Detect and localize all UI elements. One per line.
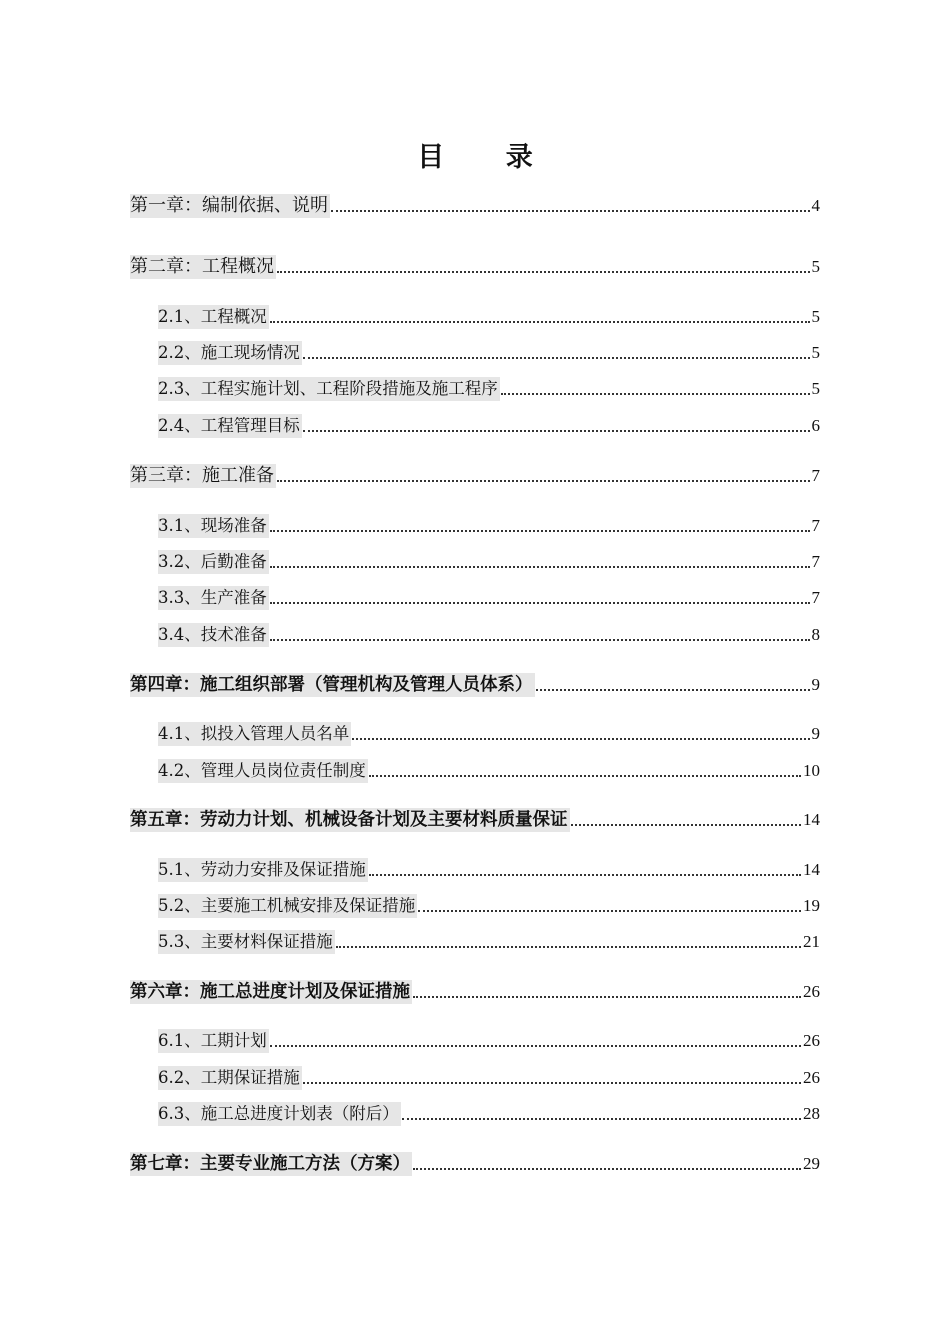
- dot-leader: [402, 1118, 801, 1120]
- toc-page-number: 8: [811, 625, 820, 644]
- page-title: 目 录: [417, 142, 559, 173]
- toc-page-number: 7: [811, 552, 820, 571]
- toc-entry-label: 第四章：施工组织部署（管理机构及管理人员体系）: [130, 675, 533, 695]
- dot-leader: [331, 210, 810, 212]
- toc-section-5-2[interactable]: [158, 894, 820, 918]
- toc-page-number: 28: [803, 1104, 820, 1123]
- toc-entry-label: 第三章：施工准备: [130, 465, 274, 486]
- dot-leader: [571, 824, 802, 826]
- toc-page-number: 21: [803, 932, 820, 951]
- toc-page-number: 6: [811, 416, 820, 435]
- toc-entry-label: 6.3、施工总进度计划表（附后）: [158, 1102, 401, 1126]
- toc-entry-label: 第二章：工程概况: [130, 256, 274, 277]
- dot-leader: [270, 1045, 801, 1047]
- dot-leader: [270, 530, 810, 532]
- toc-section-3-4[interactable]: [158, 623, 820, 647]
- dot-leader: [277, 480, 810, 482]
- dot-leader: [277, 271, 810, 273]
- toc-page-number: 9: [811, 724, 820, 743]
- dot-leader: [352, 738, 809, 740]
- toc-section-6-1[interactable]: [158, 1029, 820, 1053]
- dot-leader: [303, 357, 810, 359]
- toc-page-number: 26: [803, 1031, 820, 1050]
- dot-leader: [369, 775, 801, 777]
- toc-section-2-1[interactable]: [158, 305, 820, 329]
- toc-entry-label: 3.1、现场准备: [158, 514, 269, 538]
- toc-chapter-3[interactable]: [130, 464, 820, 488]
- toc-page-number: 19: [803, 896, 820, 915]
- toc-entry-label: 第五章：劳动力计划、机械设备计划及主要材料质量保证: [130, 810, 568, 830]
- dot-leader: [413, 996, 801, 998]
- toc-section-2-2[interactable]: [158, 341, 820, 365]
- toc-entry-label: 3.3、生产准备: [158, 586, 269, 610]
- toc-page-number: 14: [803, 860, 820, 879]
- toc-page-number: 10: [803, 761, 820, 780]
- dot-leader: [270, 639, 810, 641]
- toc-chapter-1[interactable]: [130, 194, 820, 218]
- dot-leader: [418, 910, 801, 912]
- toc-section-3-2[interactable]: [158, 550, 820, 574]
- dot-leader: [536, 689, 810, 691]
- dot-leader: [270, 602, 810, 604]
- toc-page-number: 7: [811, 588, 820, 607]
- toc-page-number: 29: [803, 1154, 820, 1173]
- toc-page-number: 5: [811, 257, 820, 276]
- toc-entry-label: 2.2、施工现场情况: [158, 341, 302, 365]
- toc-entry-label: 2.3、工程实施计划、工程阶段措施及施工程序: [158, 377, 500, 401]
- dot-leader: [270, 566, 810, 568]
- toc-section-4-2[interactable]: [158, 759, 820, 783]
- toc-entry-label: 2.4、工程管理目标: [158, 414, 302, 438]
- toc-chapter-6[interactable]: [130, 980, 820, 1004]
- dot-leader: [336, 946, 801, 948]
- toc-page-number: 7: [811, 516, 820, 535]
- toc-entry-label: 第六章：施工总进度计划及保证措施: [130, 982, 410, 1002]
- toc-entry-label: 2.1、工程概况: [158, 305, 269, 329]
- toc-entry-label: 5.1、劳动力安排及保证措施: [158, 858, 368, 882]
- dot-leader: [270, 321, 810, 323]
- dot-leader: [303, 1082, 801, 1084]
- toc-entry-label: 5.2、主要施工机械安排及保证措施: [158, 894, 417, 918]
- dot-leader: [369, 874, 801, 876]
- toc-page-number: 5: [811, 307, 820, 326]
- toc-page-number: 7: [811, 466, 820, 485]
- dot-leader: [501, 393, 810, 395]
- toc-entry-label: 6.2、工期保证措施: [158, 1066, 302, 1090]
- toc-chapter-2[interactable]: [130, 255, 820, 279]
- toc-chapter-5[interactable]: [130, 808, 820, 832]
- toc-section-2-3[interactable]: [158, 377, 820, 401]
- toc-entry-label: 6.1、工期计划: [158, 1029, 269, 1053]
- toc-entry-label: 3.2、后勤准备: [158, 550, 269, 574]
- toc-entry-label: 3.4、技术准备: [158, 623, 269, 647]
- toc-section-6-3[interactable]: [158, 1102, 820, 1126]
- toc-page-number: 4: [811, 196, 820, 215]
- dot-leader: [413, 1168, 801, 1170]
- toc-section-2-4[interactable]: [158, 414, 820, 438]
- toc-chapter-7[interactable]: [130, 1152, 820, 1176]
- toc-chapter-4[interactable]: [130, 673, 820, 697]
- toc-entry-label: 第七章：主要专业施工方法（方案）: [130, 1154, 410, 1174]
- toc-page-number: 26: [803, 1068, 820, 1087]
- toc-entry-label: 5.3、主要材料保证措施: [158, 930, 335, 954]
- toc-entry-label: 4.1、拟投入管理人员名单: [158, 722, 351, 746]
- toc-section-6-2[interactable]: [158, 1066, 820, 1090]
- toc-entry-label: 4.2、管理人员岗位责任制度: [158, 759, 368, 783]
- toc-page-number: 5: [811, 343, 820, 362]
- toc-page-number: 9: [811, 675, 820, 694]
- toc-section-3-3[interactable]: [158, 586, 820, 610]
- toc-section-3-1[interactable]: [158, 514, 820, 538]
- toc-section-4-1[interactable]: [158, 722, 820, 746]
- toc-page-number: 5: [811, 379, 820, 398]
- toc-page-number: 14: [803, 810, 820, 829]
- toc-section-5-3[interactable]: [158, 930, 820, 954]
- toc-section-5-1[interactable]: [158, 858, 820, 882]
- toc-entry-label: 第一章：编制依据、说明: [130, 195, 328, 216]
- toc-page-number: 26: [803, 982, 820, 1001]
- dot-leader: [303, 430, 810, 432]
